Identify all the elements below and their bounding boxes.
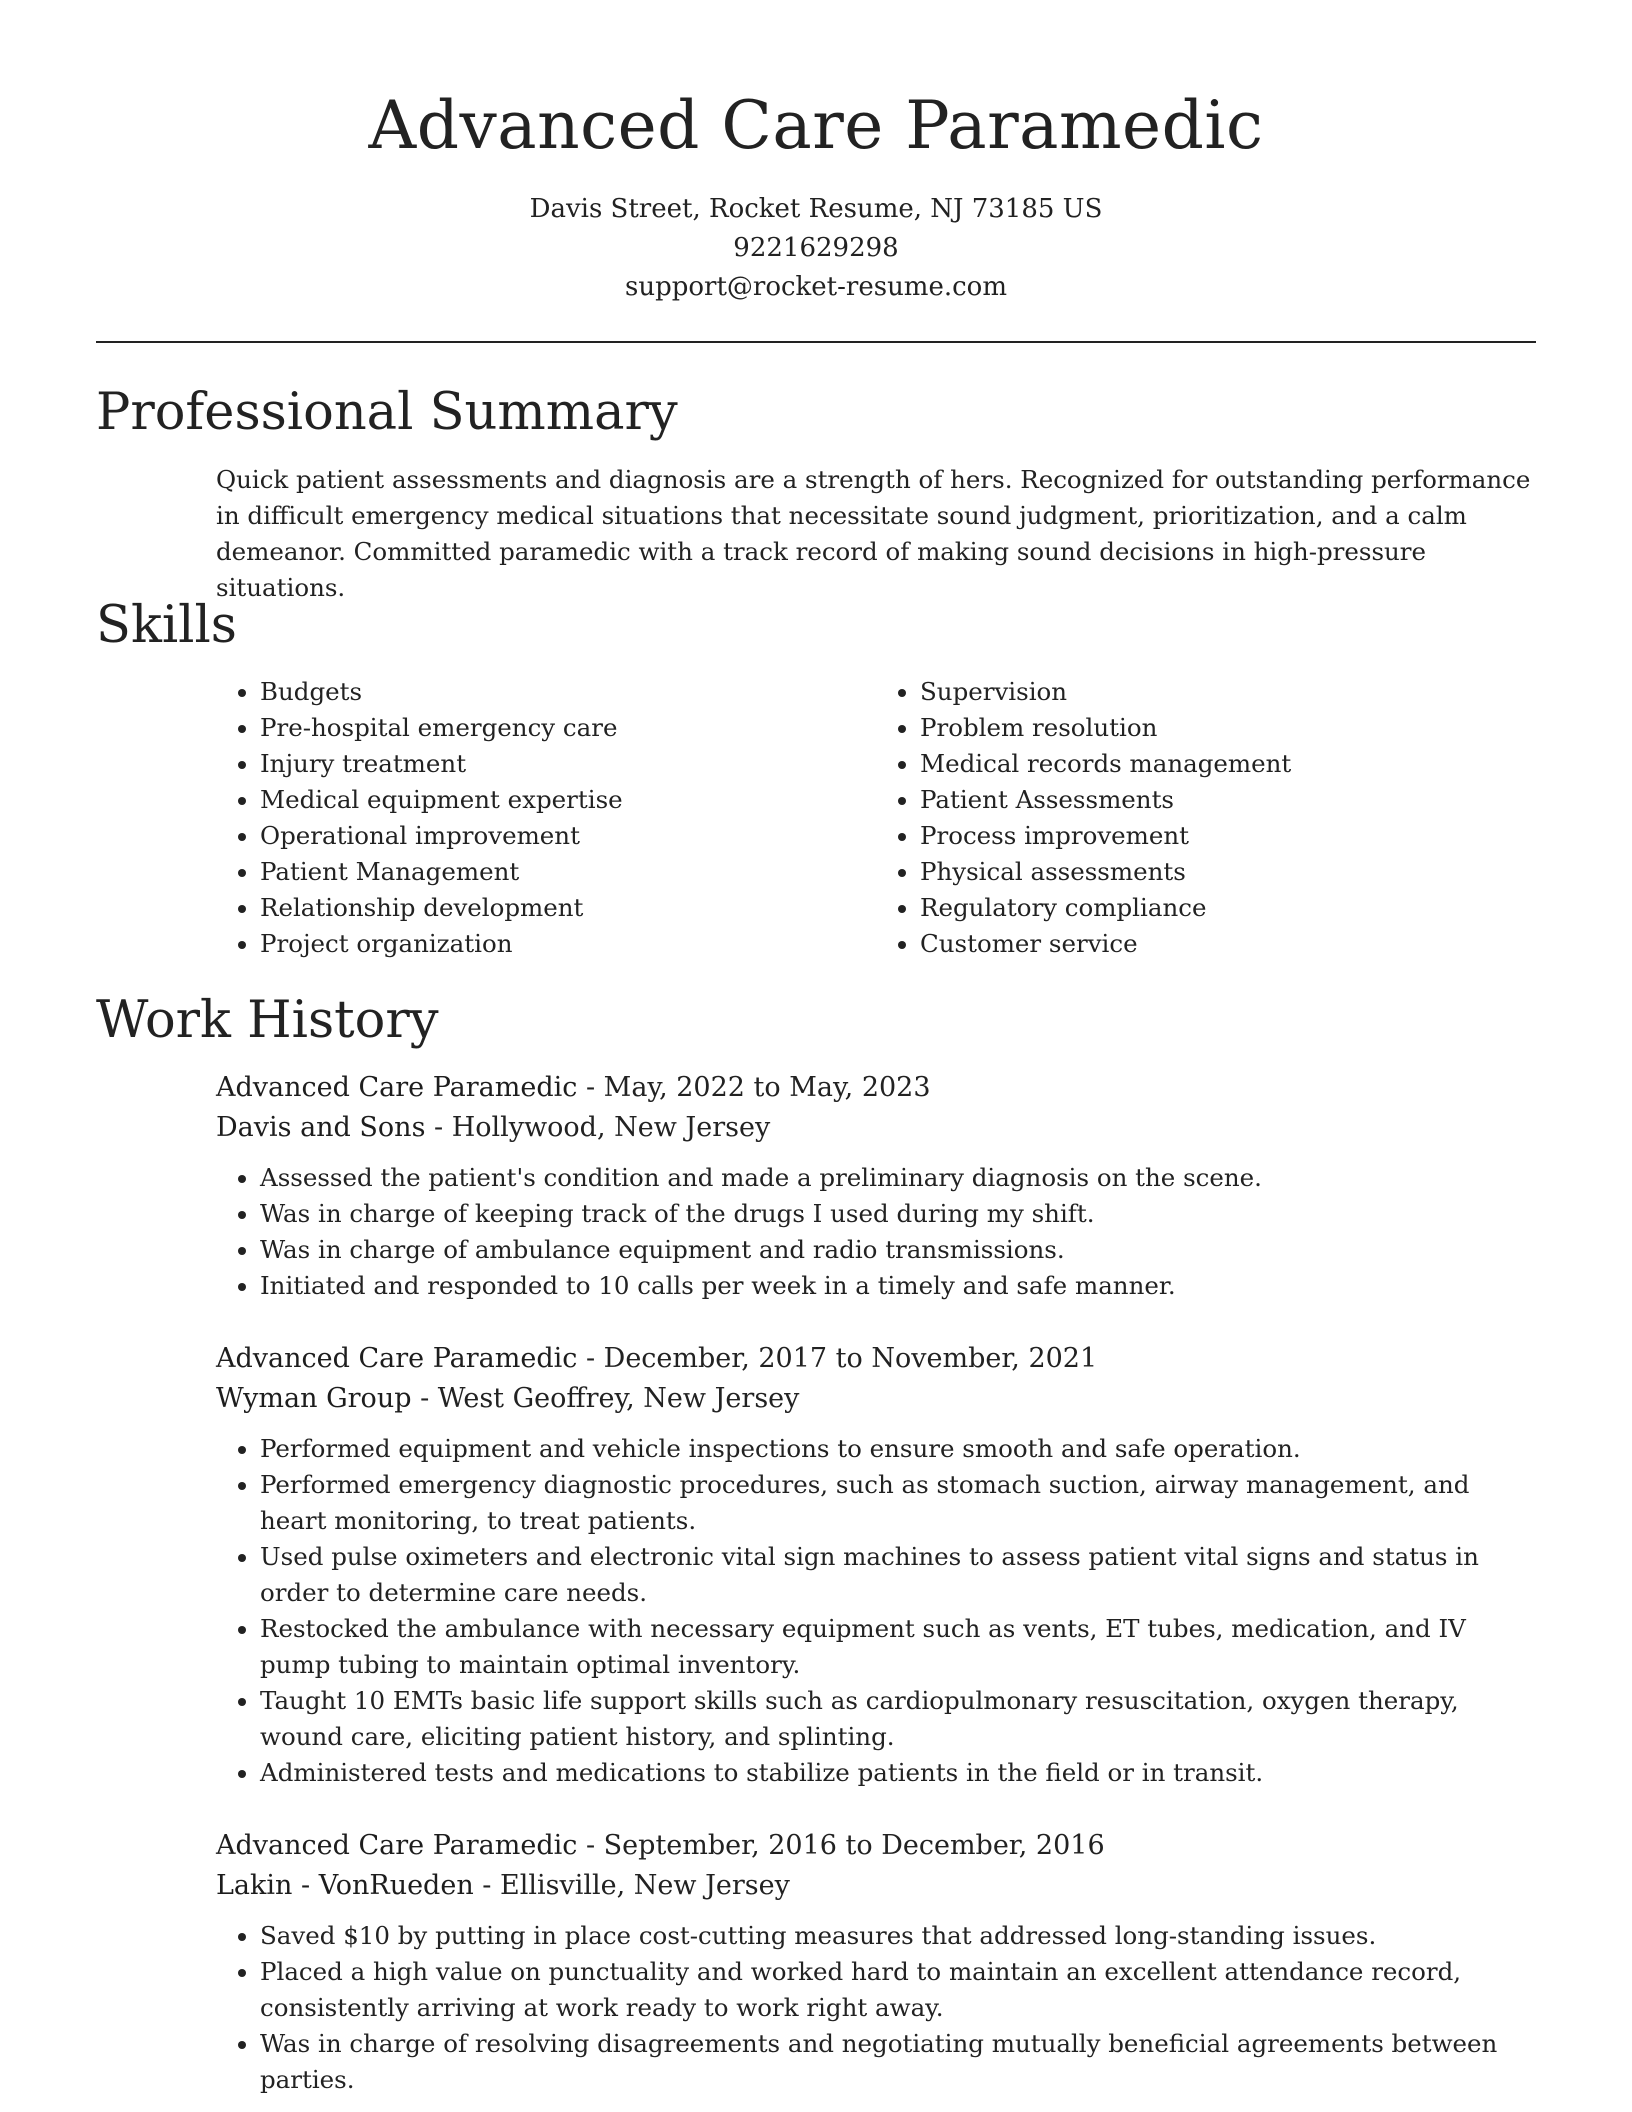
resume-name-title: Advanced Care Paramedic	[368, 87, 1264, 164]
job-title-line	[216, 1339, 1536, 1379]
skill-item: • Budgets	[260, 674, 876, 710]
skill-item: • Regulatory compliance	[920, 890, 1536, 926]
job-location: - Ellisville, New Jersey	[473, 1870, 790, 1901]
skill-item: • Patient Management	[260, 854, 876, 890]
job-company: Davis and Sons	[216, 1112, 426, 1143]
summary-text: Quick patient assessments and diagnosis are a strength of hers. Recognized for outstanding performance in difficult emergency medical situations that necessitate sound judgment, prioritization, and a calm demeanor. Committed paramedic with a track record of making sound decisions in high-pressure situations.	[216, 465, 1531, 602]
work-history-heading: Work History	[96, 991, 439, 1050]
skill-item: • Process improvement	[920, 818, 1536, 854]
job-bullet: • Taught 10 EMTs basic life support skills such as cardiopulmonary resuscitation, oxygen therapy, wound care, eliciting patient history, and splinting.	[260, 1683, 1536, 1755]
skills-column-left	[216, 674, 876, 962]
job-role: Advanced Care Paramedic	[216, 1343, 578, 1374]
job-bullet: • Initiated and responded to 10 calls per week in a timely and safe manner.	[260, 1268, 1536, 1304]
job-bullet: • Was in charge of ambulance equipment and radio transmissions.	[260, 1232, 1536, 1268]
skill-item: • Supervision	[920, 674, 1536, 710]
job-bullet: • Administered tests and medications to stabilize patients in the field or in transit.	[260, 1755, 1536, 1791]
skill-item: • Customer service	[920, 926, 1536, 962]
job-bullet: • Performed equipment and vehicle inspections to ensure smooth and safe operation.	[260, 1431, 1536, 1467]
job-company-line	[216, 1866, 1536, 1906]
skills-column-right	[876, 674, 1536, 962]
job-company-line	[216, 1379, 1536, 1419]
skill-item: • Pre-hospital emergency care	[260, 710, 876, 746]
job-bullet: • Was in charge of resolving disagreements and negotiating mutually beneficial agreements between parties.	[260, 2026, 1536, 2098]
job-entry	[216, 1068, 1536, 1304]
skill-item: • Problem resolution	[920, 710, 1536, 746]
job-entry	[216, 1339, 1536, 1791]
skill-item: • Medical records management	[920, 746, 1536, 782]
job-bullet: • Saved $10 by putting in place cost-cutting measures that addressed long-standing issues.	[260, 1918, 1536, 1954]
contact-block	[96, 190, 1536, 307]
skills-heading: Skills	[96, 596, 237, 655]
job-bullet: • Restocked the ambulance with necessary equipment such as vents, ET tubes, medication, and IV pump tubing to maintain optimal inventory.	[260, 1611, 1536, 1683]
job-bullets	[216, 1160, 1536, 1304]
skill-item: • Physical assessments	[920, 854, 1536, 890]
skill-item: • Operational improvement	[260, 818, 876, 854]
job-dates: - May, 2022 to May, 2023	[577, 1072, 931, 1103]
header-divider	[96, 341, 1536, 343]
skill-item: • Medical equipment expertise	[260, 782, 876, 818]
job-bullet: • Assessed the patient's condition and made a preliminary diagnosis on the scene.	[260, 1160, 1536, 1196]
job-location: - West Geoffrey, New Jersey	[411, 1383, 800, 1414]
job-role: Advanced Care Paramedic	[216, 1072, 578, 1103]
skill-item: • Injury treatment	[260, 746, 876, 782]
job-entry	[216, 1826, 1536, 2098]
job-title-line	[216, 1068, 1536, 1108]
job-company: Wyman Group	[216, 1383, 412, 1414]
job-company-line	[216, 1108, 1536, 1148]
summary-heading: Professional Summary	[96, 383, 678, 442]
job-bullet: • Used pulse oximeters and electronic vital sign machines to assess patient vital signs and status in order to determine care needs.	[260, 1539, 1536, 1611]
skill-item: • Patient Assessments	[920, 782, 1536, 818]
skill-item: • Project organization	[260, 926, 876, 962]
job-company: Lakin - VonRueden	[216, 1870, 474, 1901]
job-bullet: • Performed emergency diagnostic procedures, such as stomach suction, airway management, and heart monitoring, to treat patients.	[260, 1467, 1536, 1539]
job-bullet: • Placed a high value on punctuality and worked hard to maintain an excellent attendance record, consistently arriving at work ready to work right away.	[260, 1954, 1536, 2026]
job-role: Advanced Care Paramedic	[216, 1830, 578, 1861]
contact-email: support@rocket-resume.com	[624, 272, 1007, 302]
job-dates: - September, 2016 to December, 2016	[577, 1830, 1105, 1861]
job-location: - Hollywood, New Jersey	[425, 1112, 771, 1143]
skill-item: • Relationship development	[260, 890, 876, 926]
job-bullets	[216, 1918, 1536, 2098]
job-bullets	[216, 1431, 1536, 1791]
job-title-line	[216, 1826, 1536, 1866]
contact-phone: 9221629298	[733, 233, 899, 263]
contact-address: Davis Street, Rocket Resume, NJ 73185 US	[529, 194, 1103, 224]
job-bullet: • Was in charge of keeping track of the drugs I used during my shift.	[260, 1196, 1536, 1232]
job-dates: - December, 2017 to November, 2021	[577, 1343, 1098, 1374]
skills-list	[216, 674, 1536, 962]
